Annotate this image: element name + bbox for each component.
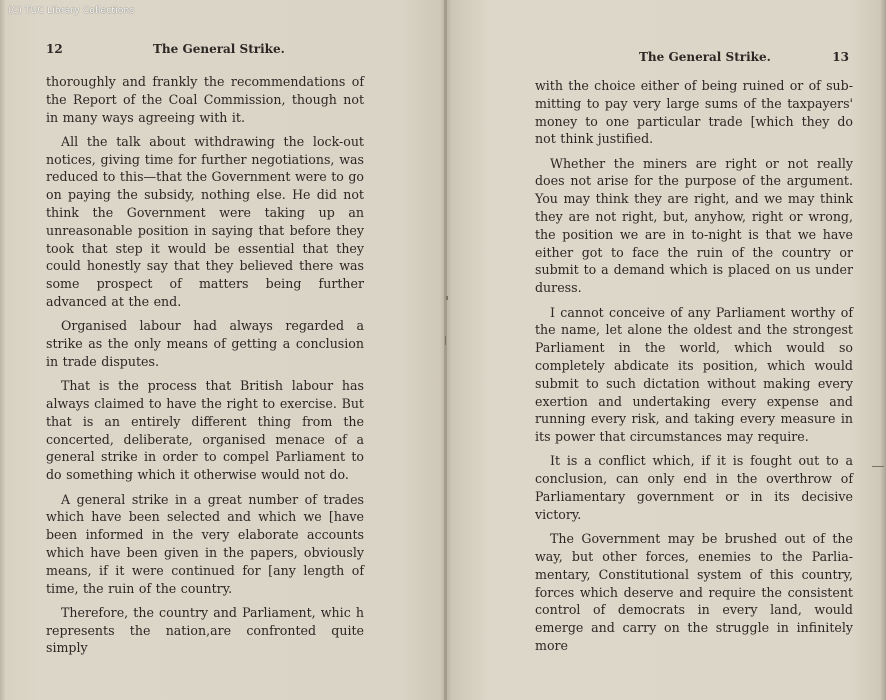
running-title-right: The General Strike. <box>639 50 771 64</box>
paragraph: The Government may be brushed out of the way, but other forces, enemies to the Parlia-mentary, Constitutional system of this country, forces which deserve and require the consistent control of democrats in every land, would emerge and carry on the struggle in infinitely more <box>535 531 853 653</box>
running-title-left: The General Strike. <box>153 42 285 56</box>
paper-speck <box>445 336 446 345</box>
paragraph: Whether the miners are right or not really does not arise for the purpose of the argument. You may think they are right, and we may think they are not right, but, anyhow, right or wrong, the position we are in to-night is that we have either got to face the ruin of the country or submit to a demand which is placed on us under duress. <box>535 155 853 296</box>
right-running-head <box>535 50 853 66</box>
paragraph: All the talk about withdrawing the lock-out notices, giving time for further negotiations, was reduced to this—that the Government were to go on paying the subsidy, nothing else. He did not think the Government were taking up an unreasonable position in saying that before they took that step it would be essential that they could honestly say that they believed there was some prospect of matters being further advanced at the end. <box>46 133 364 310</box>
page-number-right: 13 <box>832 50 849 64</box>
paragraph: It is a conflict which, if it is fought out to a conclusion, can only end in the overthrow of Parliamentary government or in its decisive victory. <box>535 453 853 522</box>
left-page-body <box>46 73 364 664</box>
paragraph: That is the process that British labour has always claimed to have the right to exercise. But that is an entirely different thing from the concerted, deliberate, organised menace of a general strike in order to compel Parliament to do something which it otherwise would not do. <box>46 378 364 483</box>
watermark: (C) TUC Library Collections <box>8 6 135 16</box>
paragraph: A general strike in a great number of trades which have been selected and which we [have been informed in the very elaborate accounts which have been given in the papers, obviously means, if it were continued for [any length of time, the ruin of the country. <box>46 491 364 596</box>
left-page <box>46 0 364 700</box>
book-gutter <box>444 0 447 700</box>
paragraph: Therefore, the country and Parliament, whic h represents the nation,are confronted quite simply <box>46 604 364 656</box>
paragraph: I cannot conceive of any Parliament worthy of the name, let alone the oldest and the strongest Parliament in the world, which would so completely abdicate its position, which would submit to such dictation without making every exertion and undertaking every expense and running every risk, and taking every measure in its power that circumstances may require. <box>535 304 853 445</box>
right-page-body <box>535 77 853 661</box>
left-running-head <box>46 42 364 58</box>
paper-speck <box>872 466 884 467</box>
paragraph: thoroughly and frankly the recommendations of the Report of the Coal Commission, though not in many ways agreeing with it. <box>46 74 364 125</box>
paragraph: with the choice either of being ruined or of sub-mitting to pay very large sums of the taxpayers' money to one particular trade [which they do not think justified. <box>535 78 853 147</box>
right-page <box>535 0 853 700</box>
page-number-left: 12 <box>46 42 63 56</box>
paper-speck <box>446 296 448 300</box>
paragraph: Organised labour had always regarded a strike as the only means of getting a conclusion in trade disputes. <box>46 318 364 369</box>
